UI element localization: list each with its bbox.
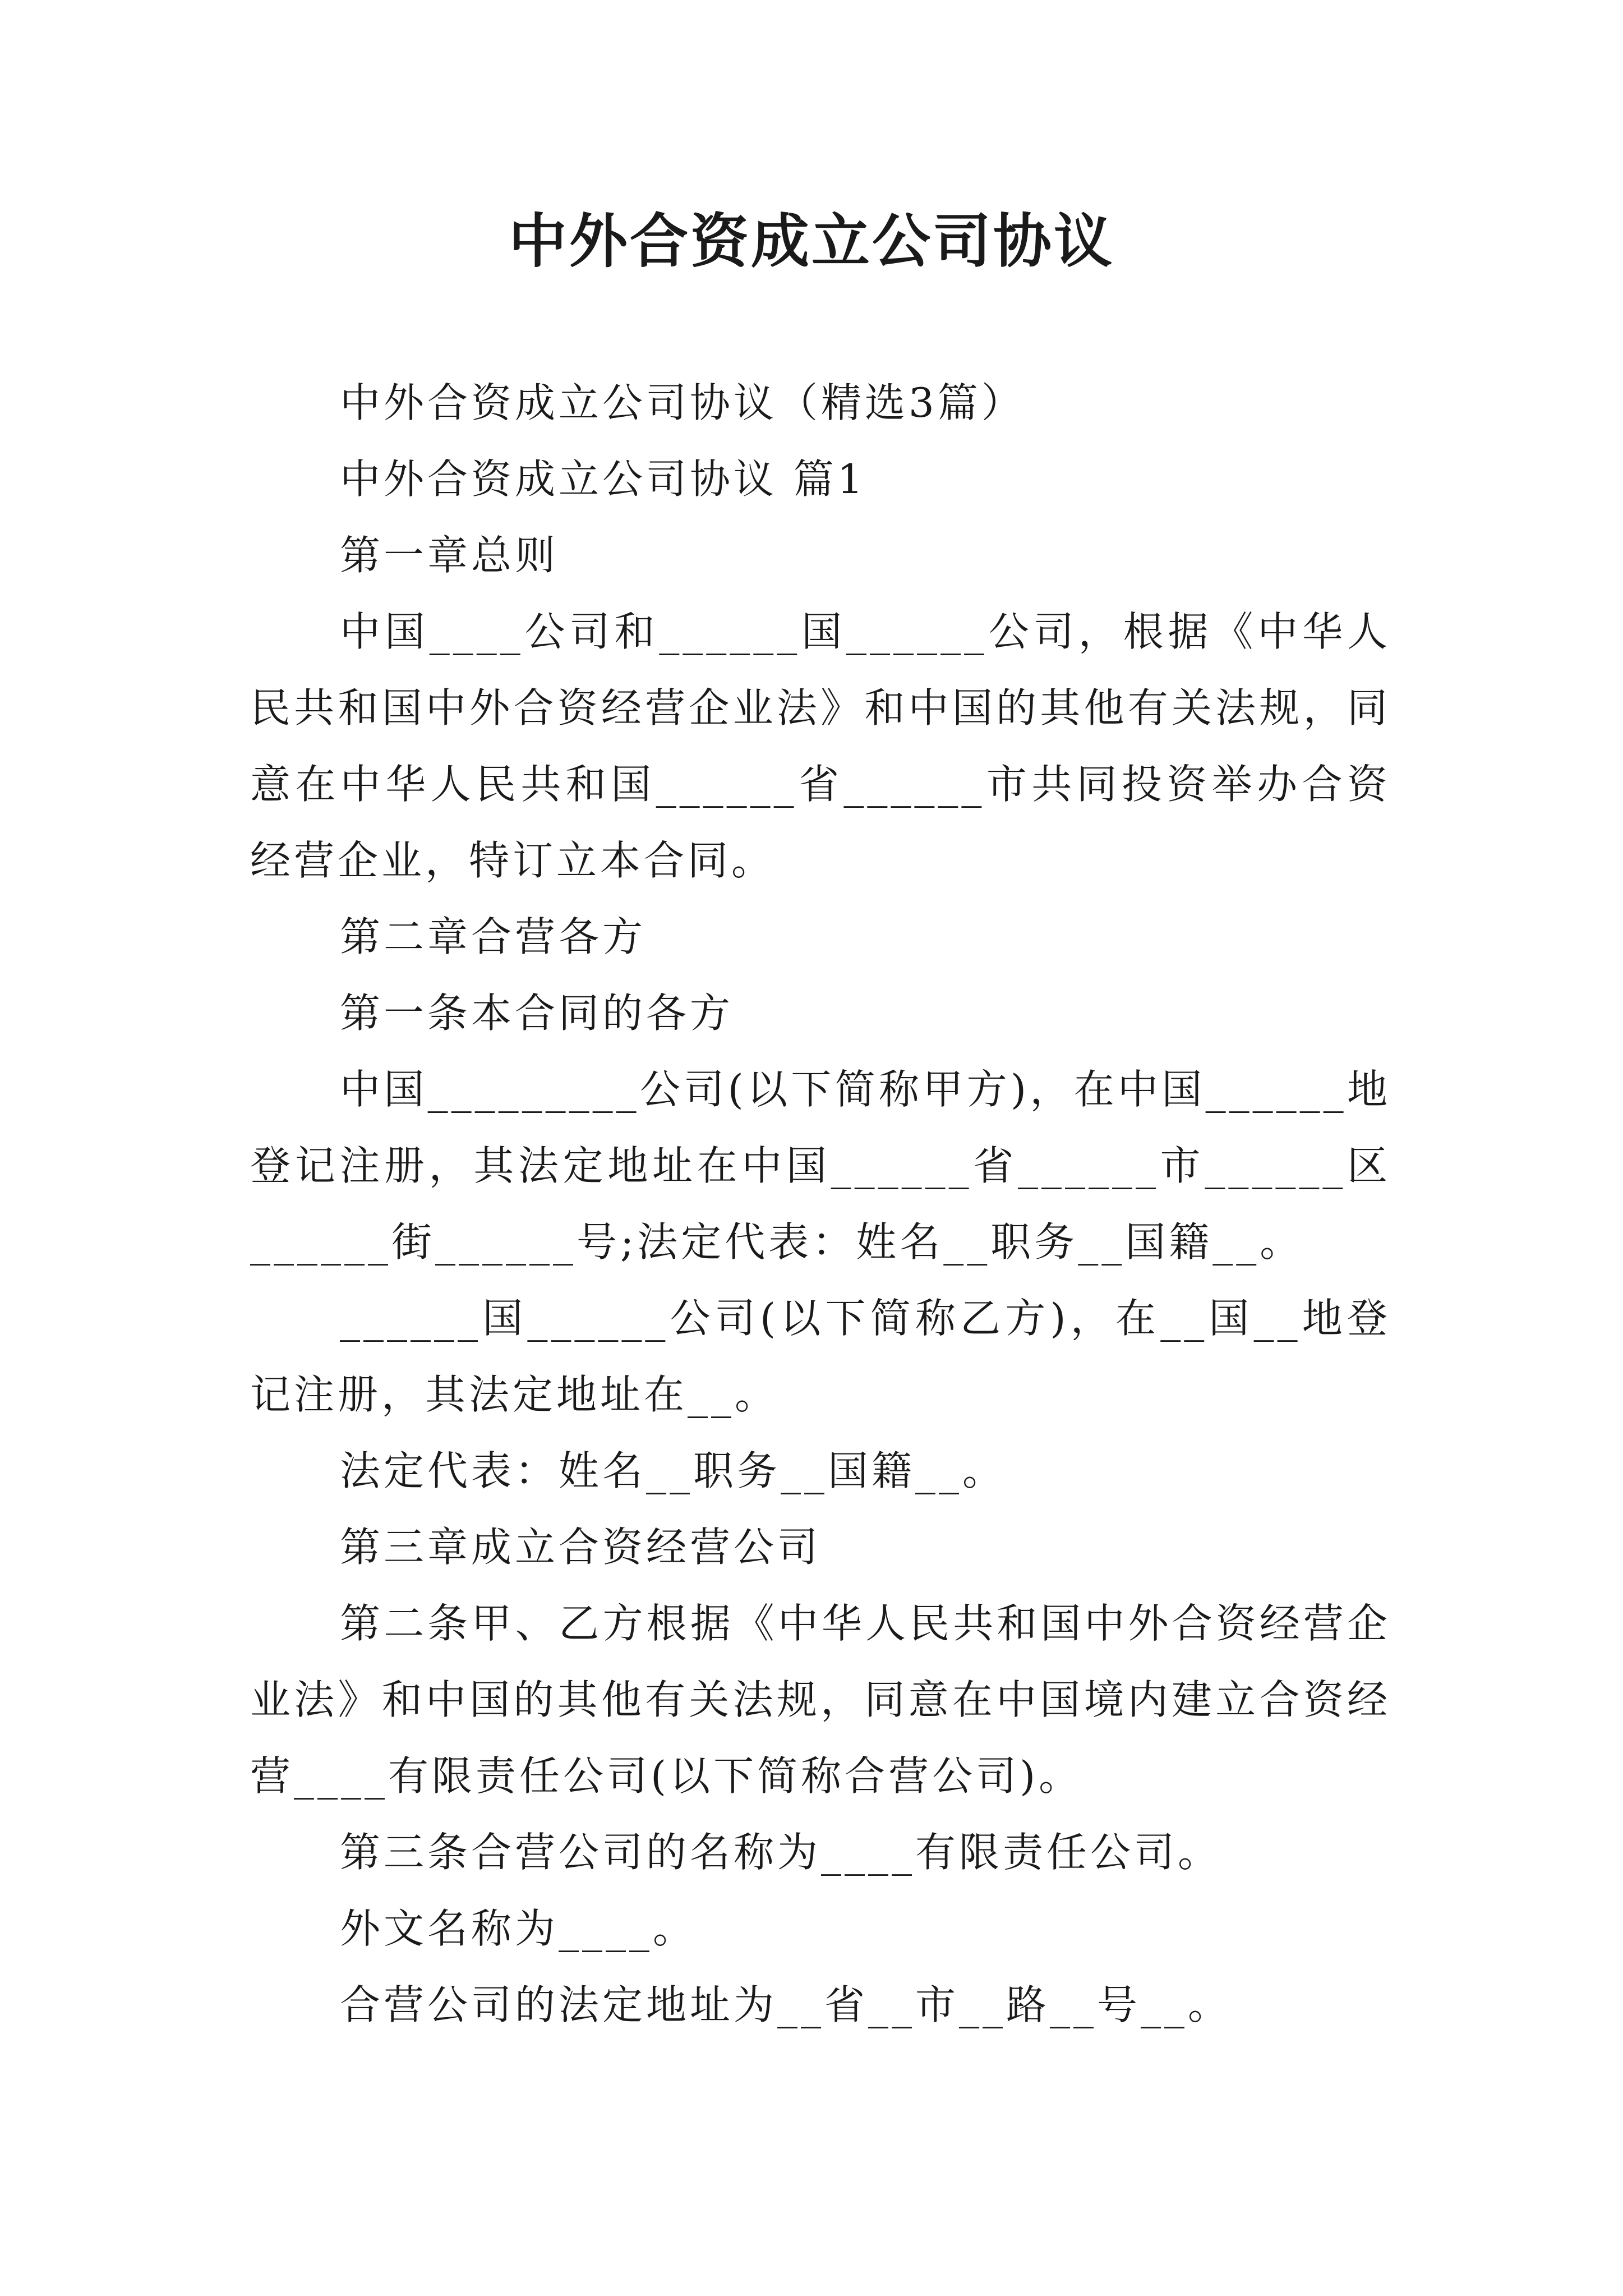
- document-title: 中外合资成立公司协议: [508, 206, 1114, 275]
- paragraph-article-1: 第一条本合同的各方: [340, 990, 734, 1037]
- paragraph-section-heading: 中外合资成立公司协议 篇1: [340, 455, 866, 503]
- paragraph-preamble: 中国____公司和______国______公司，根据《中华人民共和国中外合资经营企业法》和中国的其他有关法规，同意在中华人民共和国______省______市共同投资举办合资经营企业，特订立本合同。: [250, 608, 1391, 884]
- paragraph-legal-address: 合营公司的法定地址为__省__市__路__号__。: [340, 1981, 1232, 2028]
- paragraph-article-2: 第二条甲、乙方根据《中华人民共和国中外合资经营企业法》和中国的其他有关法规，同意在中国境内建立合资经营____有限责任公司(以下简称合营公司)。: [250, 1600, 1391, 1800]
- paragraph-foreign-name: 外文名称为____。: [340, 1905, 697, 1952]
- document-body: [250, 365, 1391, 2043]
- paragraph-party-a: 中国_________公司(以下简称甲方)，在中国______地登记注册，其法定地址在中国______省______市______区______街______号;法定代表：姓名__职务__国籍__。: [250, 1066, 1391, 1266]
- paragraph-subtitle: 中外合资成立公司协议（精选3篇）: [340, 379, 1025, 426]
- paragraph-chapter-3: 第三章成立合资经营公司: [340, 1524, 822, 1571]
- paragraph-chapter-1: 第一章总则: [340, 532, 559, 579]
- paragraph-article-3: 第三条合营公司的名称为____有限责任公司。: [340, 1829, 1222, 1876]
- paragraph-party-b: ______国______公司(以下简称乙方)，在__国__地登记注册，其法定地址在__。: [250, 1295, 1391, 1418]
- paragraph-party-b-representative: 法定代表：姓名__职务__国籍__。: [340, 1447, 1007, 1494]
- paragraph-chapter-2: 第二章合营各方: [340, 913, 647, 960]
